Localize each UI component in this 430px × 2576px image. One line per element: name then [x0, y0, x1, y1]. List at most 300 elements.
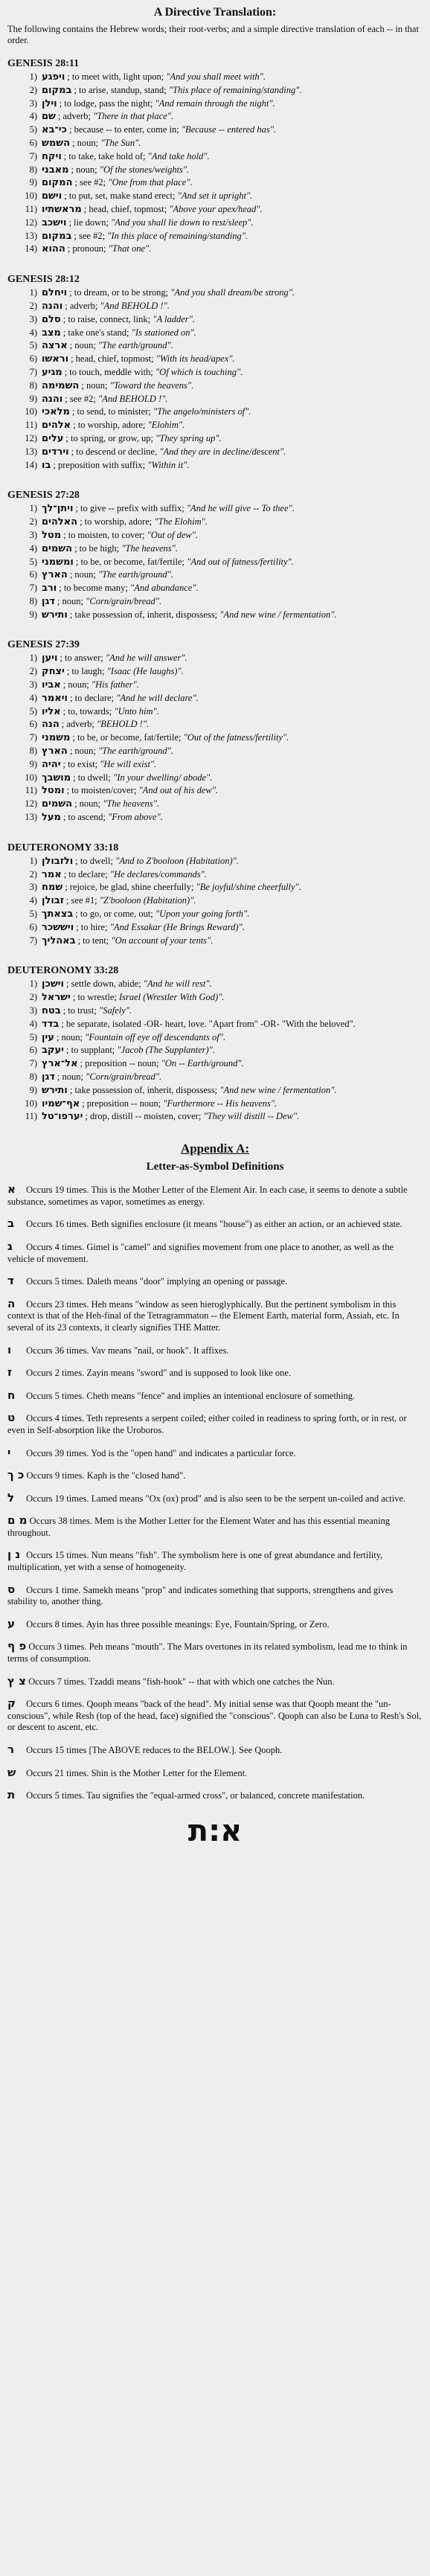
- entry-number: 6): [29, 569, 37, 580]
- word-entry: [7, 502, 423, 516]
- hebrew-word: הארץ: [42, 746, 68, 757]
- word-entry: [7, 542, 423, 556]
- word-entry: [7, 652, 423, 665]
- root-definition: ; adverb;: [57, 111, 92, 122]
- entry-number: 12): [25, 217, 37, 228]
- verse-heading: DEUTERONOMY 33:28: [7, 965, 119, 977]
- word-entry: [7, 978, 423, 991]
- root-definition: ; noun;: [81, 379, 108, 391]
- word-entry: [7, 313, 423, 327]
- hebrew-word: מושבך: [42, 772, 71, 784]
- hebrew-word: מעל: [42, 812, 61, 824]
- letter-description: Occurs 1 time. Samekh means "prop" and indicates something that supports, strengthens and gives stability to, another thing.: [7, 1584, 394, 1607]
- root-definition: ; to give -- prefix with suffix;: [75, 503, 184, 514]
- translation: "And he will give -- To thee".: [186, 503, 295, 514]
- entry-number: 7): [29, 1058, 37, 1069]
- root-definition: ; preposition with suffix;: [53, 459, 146, 470]
- translation: "Because -- entered has".: [181, 124, 277, 135]
- letter-definition: [7, 1298, 423, 1334]
- word-entry: [7, 609, 423, 622]
- hebrew-letter-glyph: ח: [7, 1388, 16, 1402]
- translation: "Toward the heavens".: [109, 379, 194, 391]
- root-definition: ; noun;: [72, 137, 99, 148]
- hebrew-word: המקום: [42, 177, 73, 189]
- translation: "Upon your going forth".: [155, 909, 250, 920]
- root-definition: ; to tent;: [77, 935, 109, 946]
- translation: "The angelo/ministers of".: [153, 406, 251, 417]
- hebrew-letter-glyph: ב: [7, 1217, 15, 1231]
- translation: "Safely".: [98, 1005, 132, 1016]
- root-definition: ; take one's stand;: [62, 327, 129, 338]
- letter-description: Occurs 8 times. Ayin has three possible meanings: Eye, Fountain/Spring, or Zero.: [26, 1618, 330, 1630]
- translation: "With its head/apex".: [155, 353, 235, 365]
- word-entry: [7, 758, 423, 772]
- entry-number: 5): [29, 340, 37, 351]
- word-entry: [7, 1057, 423, 1071]
- translation: "Is stationed on".: [131, 327, 196, 338]
- root-definition: ; noun;: [57, 595, 83, 606]
- entry-number: 13): [25, 446, 37, 457]
- entry-number: 5): [29, 909, 37, 920]
- word-entry: [7, 718, 423, 731]
- root-definition: ; head, chief, topmost;: [71, 353, 154, 365]
- translation: "The heavens".: [121, 542, 179, 554]
- entry-number: 11): [25, 203, 37, 214]
- letter-definition: [7, 1367, 423, 1380]
- letter-description: Occurs 23 times. Heh means "window as seen hieroglyphically. But the pertinent symbolism in this context is that of the Heh-final of the Tetragrammaton -- the Element Earth, material form, Assiah, etc. In several of its 23 contexts, it clearly signifies THE Matter.: [7, 1298, 399, 1333]
- root-definition: ; take possession of, inherit, dispossess;: [69, 1084, 218, 1095]
- root-definition: ; settle down, abide;: [65, 978, 141, 990]
- root-definition: ; take possession of, inherit, dispossess;: [69, 609, 218, 620]
- hebrew-word: ויפגע: [42, 71, 65, 83]
- letter-definition: [7, 1490, 423, 1505]
- root-definition: ; to hire;: [76, 921, 108, 932]
- word-entry: [7, 379, 423, 393]
- entry-number: 9): [29, 609, 37, 620]
- entry-number: 1): [29, 287, 37, 298]
- verse-section: [7, 639, 423, 824]
- root-definition: ; to declare;: [63, 868, 108, 880]
- entry-number: 3): [29, 529, 37, 540]
- word-entry: [7, 446, 423, 459]
- hebrew-word: אל־ארץ: [42, 1058, 78, 1070]
- word-entry: [7, 286, 423, 300]
- hebrew-word: והנה: [42, 300, 63, 312]
- hebrew-letter-glyph: ה: [7, 1296, 16, 1310]
- translation: "They spring up".: [155, 432, 222, 443]
- word-entry: [7, 991, 423, 1005]
- letter-definition: [7, 1184, 423, 1208]
- entry-number: 8): [29, 379, 37, 391]
- translation: "Z'boolоon (Habitation)".: [99, 895, 196, 906]
- root-definition: ; to moisten, to cover;: [63, 529, 145, 540]
- word-entry: [7, 327, 423, 340]
- root-definition: ; noun;: [69, 569, 96, 580]
- translation: "He declares/commands".: [109, 868, 207, 880]
- entry-number: 7): [29, 935, 37, 946]
- hebrew-word: ההוא: [42, 243, 65, 255]
- hebrew-word: דגן: [42, 595, 55, 607]
- word-entry: [7, 217, 423, 230]
- word-entry: [7, 679, 423, 692]
- entry-number: 3): [29, 97, 37, 109]
- hebrew-word: מטל: [42, 529, 62, 541]
- word-entry: [7, 784, 423, 798]
- entry-number: 2): [29, 868, 37, 880]
- hebrew-word: במקום: [42, 84, 72, 96]
- translation: "The Elohim".: [154, 516, 208, 528]
- entry-number: 8): [29, 164, 37, 175]
- hebrew-word: השמים: [42, 542, 73, 554]
- hebrew-word: משמני: [42, 732, 71, 744]
- entry-number: 13): [25, 230, 37, 241]
- translation: "Out of the fatness/fertility".: [183, 732, 289, 743]
- hebrew-word: הנה: [42, 719, 60, 731]
- word-entry: [7, 1031, 423, 1045]
- letter-description: Occurs 19 times. Lamed means "Ox (ox) prod" and is also seen to be the serpent un-coiled and active.: [26, 1493, 406, 1504]
- hebrew-letter-glyph: צ ץ: [7, 1673, 26, 1688]
- letter-description: Occurs 4 times. Gimel is "camel" and signifies movement from one place to another, as well as the vehicle of movement.: [7, 1241, 394, 1264]
- entry-number: 4): [29, 111, 37, 122]
- letter-description: Occurs 19 times. This is the Mother Letter of the Element Air. In each case, it seems to denote a subtle substance, sometimes as vapor, sometimes as energy.: [7, 1185, 408, 1207]
- root-definition: ; to supplant;: [66, 1045, 115, 1056]
- word-entry: [7, 190, 423, 203]
- hebrew-word: ארצה: [42, 340, 68, 352]
- hebrew-letter-glyph: י: [7, 1445, 11, 1459]
- hebrew-word: וישכב: [42, 217, 67, 228]
- letter-description: Occurs 5 times. Daleth means "door" implying an opening or passage.: [26, 1276, 288, 1287]
- entry-number: 10): [25, 190, 37, 202]
- entry-number: 14): [25, 459, 37, 470]
- hebrew-word: ותירש: [42, 609, 68, 621]
- translation: "A ladder".: [153, 313, 196, 324]
- word-entry: [7, 731, 423, 745]
- word-entry: [7, 908, 423, 921]
- entry-number: 13): [25, 812, 37, 823]
- letter-description: Occurs 15 times. Nun means "fish". The symbolism here is one of great abundance and fertility, multiplication, yet with a sense of homogeneity.: [7, 1550, 383, 1573]
- verse-section: [7, 842, 423, 948]
- word-entry: [7, 393, 423, 406]
- hebrew-word: יהיה: [42, 758, 61, 770]
- letter-definition: [7, 1744, 423, 1757]
- letter-description: Occurs 15 times [The ABOVE reduces to the BELOW.]. See Qooph.: [26, 1745, 283, 1755]
- hebrew-word: ומטל: [42, 785, 65, 797]
- entry-number: 2): [29, 992, 37, 1003]
- aleph-tau-glyphs: א:ת: [187, 1813, 243, 1848]
- entry-number: 4): [29, 542, 37, 554]
- hebrew-word: מאבני: [42, 164, 69, 176]
- root-definition: ; to answer;: [60, 653, 103, 664]
- root-definition: ; noun;: [74, 798, 101, 810]
- entry-number: 8): [29, 746, 37, 757]
- letter-definition: [7, 1390, 423, 1403]
- hebrew-word: יצחק: [42, 666, 65, 678]
- root-definition: ; rejoice, be glad, shine cheerfully;: [65, 882, 194, 893]
- hebrew-letter-glyph: ל: [7, 1490, 15, 1505]
- translation: "And you shall lie down to rest/sleep".: [111, 217, 254, 228]
- hebrew-word: ורב: [42, 583, 57, 595]
- entry-number: 6): [29, 719, 37, 730]
- entry-number: 11): [25, 785, 37, 796]
- entry-number: 5): [29, 705, 37, 717]
- hebrew-word: אף־שמיו: [42, 1098, 80, 1109]
- hebrew-word: באהליך: [42, 935, 76, 946]
- hebrew-word: הארץ: [42, 569, 68, 581]
- entry-number: 1): [29, 978, 37, 990]
- letter-definition: [7, 1549, 423, 1573]
- hebrew-letter-glyph: ו: [7, 1342, 12, 1356]
- word-entry: [7, 203, 423, 217]
- word-entry: [7, 124, 423, 137]
- word-entry: [7, 529, 423, 542]
- translation: "And take hold".: [147, 150, 210, 161]
- translation: "And BEHOLD !".: [100, 300, 170, 311]
- translation: Israel (Wrestler With God)".: [118, 992, 225, 1003]
- hebrew-word: אליו: [42, 705, 61, 717]
- hebrew-word: וישם: [42, 190, 62, 202]
- hebrew-word: ותירש: [42, 1084, 68, 1096]
- hebrew-letter-glyph: כ ך: [7, 1468, 25, 1482]
- word-entry: [7, 705, 423, 719]
- entry-number: 6): [29, 1045, 37, 1056]
- root-definition: ; to, towards;: [62, 705, 112, 717]
- translation: "Of the stones/weights".: [99, 164, 190, 175]
- hebrew-letter-glyph: ד: [7, 1274, 14, 1288]
- letter-description: Occurs 3 times. Peh means "mouth". The Mars overtones in its related symbolism, lead me to think in terms of consumption.: [7, 1641, 408, 1665]
- word-entry: [7, 1071, 423, 1084]
- hebrew-word: זבולן: [42, 895, 64, 907]
- word-entry: [7, 150, 423, 164]
- hebrew-word: דגן: [42, 1071, 55, 1083]
- hebrew-word: עלים: [42, 432, 64, 444]
- entry-number: 3): [29, 679, 37, 691]
- word-entry: [7, 1044, 423, 1057]
- translation: "They will distill -- Dew".: [203, 1111, 300, 1122]
- root-definition: ; lie down;: [68, 217, 109, 228]
- hebrew-word: האלהים: [42, 516, 78, 528]
- root-definition: ; to spring, or grow, up;: [65, 432, 153, 443]
- root-definition: ; to arise, standup, stand;: [74, 84, 167, 95]
- hebrew-word: והנה: [42, 393, 63, 405]
- translation: "And out of fatness/fertility".: [187, 556, 294, 567]
- hebrew-word: בדד: [42, 1018, 60, 1030]
- word-entry: [7, 97, 423, 111]
- root-definition: ; to raise, connect, link;: [62, 313, 151, 324]
- root-definition: ; to moisten/cover;: [66, 785, 137, 796]
- root-definition: ; to be, or become, fat/fertile;: [72, 732, 182, 743]
- word-entry: [7, 921, 423, 935]
- entry-number: 3): [29, 1005, 37, 1016]
- root-definition: ; to wrestle;: [72, 992, 117, 1003]
- letter-definition: [7, 1698, 423, 1734]
- verse-heading: DEUTERONOMY 33:18: [7, 842, 119, 853]
- letter-description: Occurs 4 times. Teth represents a serpent coiled; either coiled in readiness to spring forth, or in rest, or even in Self-absorption like the Uroboros.: [7, 1413, 407, 1435]
- verse-section: [7, 965, 423, 1124]
- root-definition: ; to exist;: [62, 758, 98, 769]
- entry-number: 3): [29, 882, 37, 893]
- hebrew-word: מגיע: [42, 366, 62, 378]
- letter-definition: [7, 1515, 423, 1539]
- hebrew-word: ויששכר: [42, 921, 74, 933]
- translation: "That one".: [108, 243, 152, 254]
- root-definition: ; to declare;: [70, 692, 114, 703]
- entry-number: 5): [29, 124, 37, 135]
- letter-description: Occurs 5 times. Tau signifies the "equal-armed cross", or balanced, concrete manifestation.: [26, 1790, 365, 1801]
- word-entry: [7, 459, 423, 472]
- word-entry: [7, 556, 423, 569]
- appendix-title: Appendix A:: [180, 1141, 250, 1156]
- letter-definition: [7, 1218, 423, 1231]
- translation: "The earth/ground".: [98, 569, 174, 580]
- word-entry: [7, 406, 423, 419]
- word-entry: [7, 772, 423, 785]
- translation: "Isaac (He laughs)".: [106, 666, 184, 677]
- entry-number: 2): [29, 300, 37, 311]
- root-definition: ; adverb;: [65, 300, 98, 311]
- letter-description: Occurs 2 times. Zayin means "sword" and is supposed to look like one.: [26, 1368, 292, 1379]
- root-definition: ; see #2;: [65, 393, 96, 404]
- translation: "BEHOLD !".: [96, 719, 150, 730]
- translation: "Be joyful/shine cheerfully".: [196, 882, 301, 893]
- entry-number: 1): [29, 855, 37, 866]
- word-entry: [7, 582, 423, 595]
- word-entry: [7, 110, 423, 124]
- letter-description: Occurs 5 times. Cheth means "fence" and implies an intentional enclosure of something.: [26, 1390, 356, 1401]
- hebrew-letter-glyph: א: [7, 1182, 16, 1196]
- intro-text: The following contains the Hebrew words; their root-verbs; and a simple directive translation of each -- in that order.: [7, 24, 419, 45]
- verse-heading: GENESIS 27:28: [7, 490, 80, 502]
- translation: "And he will declare".: [116, 692, 199, 703]
- hebrew-letter-glyph: ק: [7, 1696, 16, 1711]
- letter-description: Occurs 9 times. Kaph is the "closed hand".: [26, 1470, 186, 1481]
- root-definition: ; to become many;: [59, 583, 128, 594]
- word-entry: [7, 1084, 423, 1098]
- translation: "The earth/ground".: [97, 340, 173, 351]
- translation: "He will exist".: [100, 758, 157, 769]
- translation: "And remain through the night".: [155, 97, 275, 109]
- entry-number: 4): [29, 327, 37, 338]
- hebrew-word: אמר: [42, 868, 62, 880]
- letter-definition: [7, 1618, 423, 1631]
- entry-number: 6): [29, 137, 37, 148]
- letter-definition: [7, 1447, 423, 1460]
- hebrew-word: סלם: [42, 313, 61, 325]
- entry-number: 4): [29, 1018, 37, 1029]
- root-definition: ; to lodge, pass the night;: [59, 97, 153, 109]
- root-definition: ; noun;: [69, 340, 96, 351]
- translation: "And new wine / fermentation".: [219, 609, 337, 620]
- root-definition: ; to send, to minister;: [71, 406, 151, 417]
- entry-number: 5): [29, 1031, 37, 1042]
- word-entry: [7, 568, 423, 582]
- root-definition: ; to dwell;: [75, 855, 113, 866]
- translation: "Unto him".: [114, 705, 159, 717]
- hebrew-letter-glyph: ע: [7, 1616, 15, 1630]
- letter-description: Occurs 7 times. Tzaddi means "fish-hook" -- that with which one catches the Nun.: [28, 1676, 335, 1687]
- translation: "Corn/grain/bread".: [86, 595, 162, 606]
- translation: "Above your apex/head".: [169, 203, 263, 214]
- translation: "And you shall dream/be strong".: [170, 287, 295, 298]
- translation: "And to Z'boolоon (Habitation)".: [115, 855, 240, 866]
- entry-number: 2): [29, 516, 37, 528]
- root-definition: ; to dream, or to be strong;: [69, 287, 169, 298]
- translation: "His father".: [91, 679, 139, 691]
- translation: "And you shall meet with".: [166, 71, 266, 82]
- letter-definition: [7, 1790, 423, 1802]
- entry-number: 1): [29, 503, 37, 514]
- translation: "This place of remaining/standing".: [168, 84, 302, 95]
- root-definition: ; see #1;: [65, 895, 97, 906]
- word-entry: [7, 894, 423, 908]
- entry-number: 9): [29, 1084, 37, 1095]
- hebrew-word: ויקח: [42, 150, 62, 162]
- word-entry: [7, 84, 423, 97]
- entry-number: 10): [25, 772, 37, 783]
- entry-number: 12): [25, 432, 37, 443]
- translation: "There in that place".: [93, 111, 174, 122]
- entry-number: 6): [29, 921, 37, 932]
- hebrew-letter-glyph: ג: [7, 1239, 13, 1253]
- hebrew-word: וישכן: [42, 978, 64, 990]
- word-entry: [7, 419, 423, 432]
- word-entry: [7, 855, 423, 868]
- letter-definition: [7, 1767, 423, 1780]
- hebrew-word: אלהים: [42, 420, 71, 432]
- entry-number: 3): [29, 313, 37, 324]
- entry-number: 7): [29, 583, 37, 594]
- letter-description: Occurs 39 times. Yod is the "open hand" and indicates a particular force.: [26, 1447, 296, 1458]
- root-definition: ; to descend or decline,: [71, 446, 158, 457]
- translation: "From above".: [108, 812, 163, 823]
- translation: "Elohim".: [147, 420, 185, 431]
- translation: "In your dwelling/ abode".: [113, 772, 213, 783]
- hebrew-letter-glyph: ט: [7, 1411, 16, 1425]
- word-entry: [7, 1098, 423, 1111]
- root-definition: ; to take, take hold of;: [63, 150, 146, 161]
- letter-definition: [7, 1673, 423, 1688]
- hebrew-word: בטח: [42, 1005, 61, 1017]
- hebrew-word: ויאמר: [42, 692, 68, 704]
- appendix-header: [7, 1141, 423, 1173]
- root-definition: ; noun;: [56, 1031, 83, 1042]
- translation: "And BEHOLD !".: [98, 393, 168, 404]
- word-entry: [7, 745, 423, 758]
- translation: "Of which is touching".: [155, 366, 243, 377]
- root-definition: ; pronoun;: [67, 243, 106, 254]
- verse-section: [7, 490, 423, 621]
- verse-section: [7, 58, 423, 256]
- hebrew-word: יערפו־טל: [42, 1111, 83, 1123]
- word-entry: [7, 230, 423, 243]
- root-definition: ; to ascend;: [62, 812, 106, 823]
- hebrew-word: השמש: [42, 137, 71, 149]
- page-title: A Directive Translation:: [153, 6, 277, 19]
- translation: "In this place of remaining/standing".: [107, 230, 248, 241]
- entry-number: 11): [25, 420, 37, 431]
- root-definition: ; to touch, meddle with;: [64, 366, 153, 377]
- translation: "Jacob (The Supplanter)".: [117, 1045, 216, 1056]
- entry-number: 4): [29, 692, 37, 703]
- hebrew-letter-glyph: ס: [7, 1582, 16, 1596]
- letter-definition: [7, 1241, 423, 1265]
- hebrew-word: ויחלם: [42, 287, 68, 299]
- word-entry: [7, 353, 423, 366]
- root-definition: ; drop, distill -- moisten, cover;: [85, 1111, 202, 1122]
- entry-number: 11): [25, 1111, 37, 1122]
- word-entry: [7, 176, 423, 190]
- root-definition: ; to dwell;: [73, 772, 111, 783]
- hebrew-word: אביו: [42, 679, 61, 691]
